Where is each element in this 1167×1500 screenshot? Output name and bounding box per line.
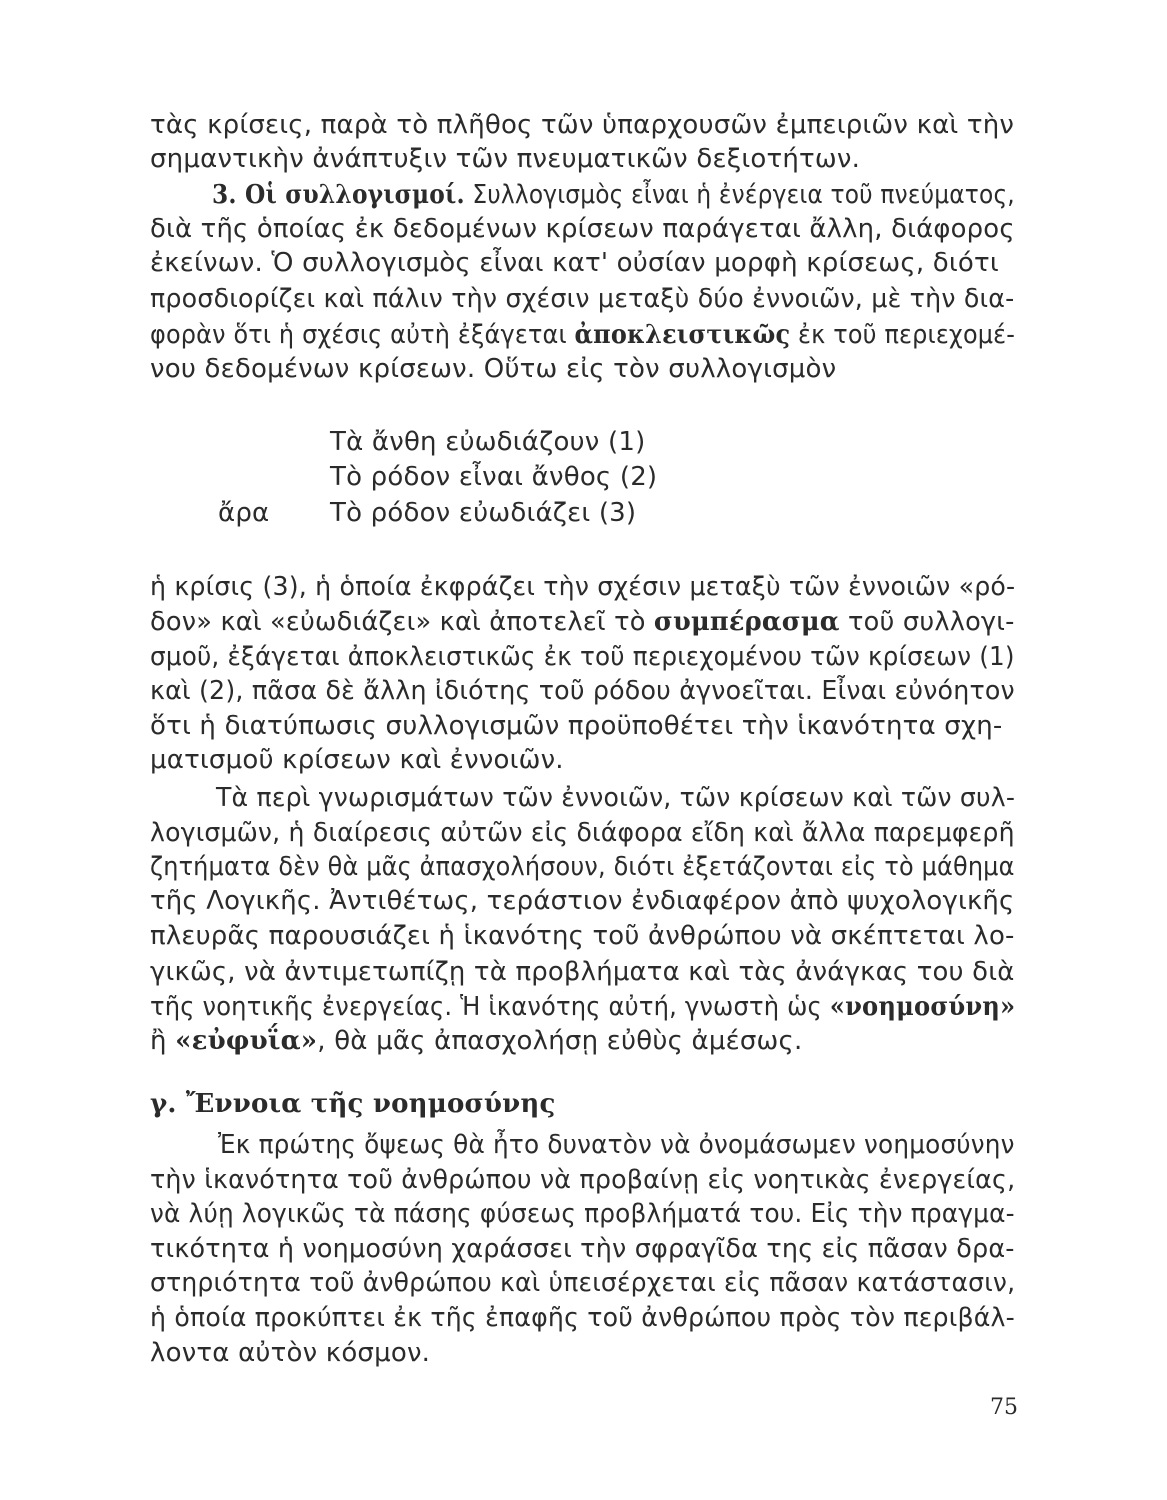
bold-term: «νοημοσύνη» bbox=[829, 992, 1016, 1022]
text-line: προσδιορίζει καὶ πάλιν τὴν σχέσιν μεταξὺ δύο ἐννοιῶν, μὲ τὴν δια- bbox=[150, 284, 1015, 314]
text-line: λοντα αὐτὸν κόσμον. bbox=[150, 1338, 431, 1368]
text-line: ὅτι ἡ διατύπωσις συλλογισμῶν προϋποθέτει τὴν ἱκανότητα σχη- bbox=[150, 711, 1003, 741]
text-line: στηριότητα τοῦ ἀνθρώπου καὶ ὑπεισέρχεται εἰς πᾶσαν κατάστασιν, bbox=[150, 1268, 1016, 1298]
text-line: διὰ τῆς ὁποίας ἐκ δεδομένων κρίσεων παράγεται ἄλλη, διάφορος bbox=[150, 214, 1015, 244]
text-span: τῆς νοητικῆς ἐνεργείας. Ἡ ἱκανότης αὐτή, γνωστὴ ὡς bbox=[150, 992, 830, 1022]
text-line: Ἐκ πρώτης ὄψεως θὰ ἦτο δυνατὸν νὰ ὀνομάσωμεν νοημοσύνην bbox=[218, 1130, 1015, 1160]
syllogism-premise-2: Τὸ ρόδον εἶναι ἄνθος (2) bbox=[330, 462, 658, 492]
syllogism-premise-1: Τὰ ἄνθη εὐωδιάζουν (1) bbox=[330, 427, 646, 457]
text-line bbox=[150, 318, 1015, 352]
text-span: ἐκ τοῦ περιεχομέ- bbox=[790, 320, 1016, 350]
text-span: δον» καὶ «εὐωδιάζει» καὶ ἀποτελεῖ τὸ bbox=[150, 607, 654, 637]
text-line: τὴν ἱκανότητα τοῦ ἀνθρώπου νὰ προβαίνῃ εἰς νοητικὰς ἐνεργείας, bbox=[150, 1165, 1016, 1195]
text-line: πλευρᾶς παρουσιάζει ἡ ἱκανότης τοῦ ἀνθρώπου νὰ σκέπτεται λο- bbox=[150, 921, 1015, 951]
text-span: τοῦ συλλογι- bbox=[839, 607, 1015, 637]
text-line: τικότητα ἡ νοημοσύνη χαράσσει τὴν σφραγῖδα της εἰς πᾶσαν δρα- bbox=[150, 1234, 1015, 1264]
text-line bbox=[150, 605, 1015, 639]
text-line: σημαντικὴν ἀνάπτυξιν τῶν πνευματικῶν δεξιοτήτων. bbox=[150, 144, 861, 174]
text-line: τῆς Λογικῆς. Ἀντιθέτως, τεράστιον ἐνδιαφέρον ἀπὸ ψυχολογικῆς bbox=[150, 886, 1015, 916]
text-line: νου δεδομένων κρίσεων. Οὕτω εἰς τὸν συλλογισμὸν bbox=[150, 354, 837, 384]
text-line: σμοῦ, ἐξάγεται ἀποκλειστικῶς ἐκ τοῦ περιεχομένου τῶν κρίσεων (1) bbox=[150, 642, 1015, 672]
section-heading: γ. Ἔννοια τῆς νοημοσύνης bbox=[150, 1089, 556, 1119]
text-line: ἡ κρίσις (3), ἡ ὁποία ἐκφράζει τὴν σχέσιν μεταξὺ τῶν ἐννοιῶν «ρό- bbox=[150, 572, 1016, 602]
text-line bbox=[212, 178, 1015, 212]
text-line: ματισμοῦ κρίσεων καὶ ἐννοιῶν. bbox=[150, 745, 564, 775]
bold-term: «εὐφυΐα» bbox=[175, 1026, 318, 1056]
text-line bbox=[150, 1024, 802, 1058]
bold-term: συμπέρασμα bbox=[653, 607, 840, 637]
text-line: ἡ ὁποία προκύπτει ἐκ τῆς ἐπαφῆς τοῦ ἀνθρώπου πρὸς τὸν περιβάλ- bbox=[150, 1303, 1015, 1333]
text-line: τὰς κρίσεις, παρὰ τὸ πλῆθος τῶν ὑπαρχουσῶν ἐμπειριῶν καὶ τὴν bbox=[150, 110, 1015, 140]
text-span: ἢ bbox=[150, 1026, 176, 1056]
text-line bbox=[150, 990, 1015, 1024]
subheading-syllogisms: 3. Οἱ συλλογισμοί. bbox=[212, 180, 465, 210]
text-line: λογισμῶν, ἡ διαίρεσις αὐτῶν εἰς διάφορα εἴδη καὶ ἄλλα παρεμφερῆ bbox=[150, 818, 1015, 848]
bold-term: ἀποκλειστικῶς bbox=[574, 320, 791, 350]
syllogism-conclusion: Τὸ ρόδον εὐωδιάζει (3) bbox=[330, 498, 637, 528]
syllogism-ara: ἄρα bbox=[218, 498, 270, 528]
text-line: καὶ (2), πᾶσα δὲ ἄλλη ἰδιότης τοῦ ρόδου ἀγνοεῖται. Εἶναι εὐνόητον bbox=[150, 676, 1015, 706]
text-line: νὰ λύῃ λογικῶς τὰ πάσης φύσεως προβλήματά του. Εἰς τὴν πραγμα- bbox=[150, 1199, 1015, 1229]
text-line: Τὰ περὶ γνωρισμάτων τῶν ἐννοιῶν, τῶν κρίσεων καὶ τῶν συλ- bbox=[216, 783, 1016, 813]
text-span: Συλλογισμὸς εἶναι ἡ ἐνέργεια τοῦ πνεύματος, bbox=[464, 180, 1015, 210]
text-line: γικῶς, νὰ ἀντιμετωπίζῃ τὰ προβλήματα καὶ τὰς ἀνάγκας του διὰ bbox=[150, 957, 1015, 987]
text-span: φορὰν ὅτι ἡ σχέσις αὐτὴ ἐξάγεται bbox=[150, 320, 575, 350]
page-number: 75 bbox=[990, 1395, 1018, 1420]
text-line: ἐκείνων. Ὁ συλλογισμὸς εἶναι κατ' οὐσίαν μορφὴ κρίσεως, διότι bbox=[150, 248, 999, 278]
text-span: , θὰ μᾶς ἀπασχολήσῃ εὐθὺς ἀμέσως. bbox=[317, 1026, 803, 1056]
text-line: ζητήματα δὲν θὰ μᾶς ἀπασχολήσουν, διότι ἐξετάζονται εἰς τὸ μάθημα bbox=[150, 852, 1015, 882]
